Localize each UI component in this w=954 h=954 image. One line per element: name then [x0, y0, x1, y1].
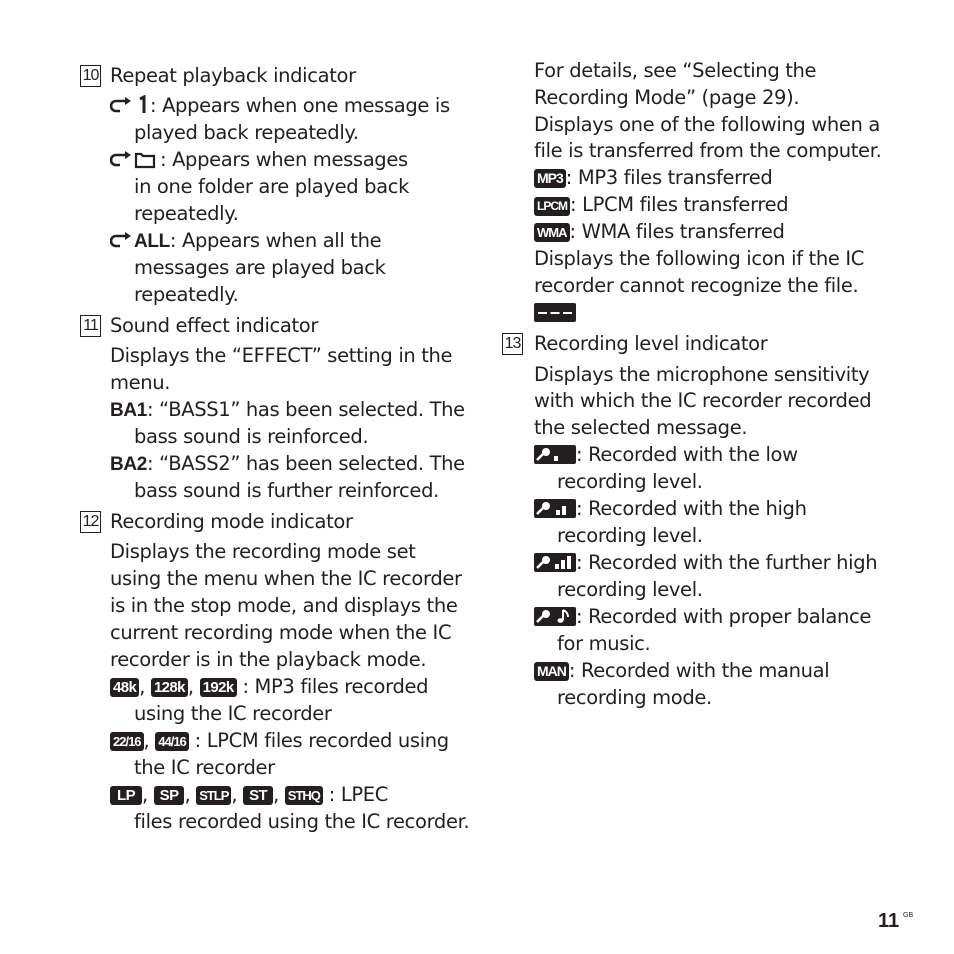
level-further-text-2: recording level. — [557, 578, 703, 601]
wma-transfer-entry — [534, 218, 785, 245]
lpcm-mode-text-2: the IC recorder — [134, 756, 275, 779]
item-number-10: 10 — [80, 65, 101, 87]
transfer-chip-lpcm: LPCM — [534, 197, 570, 216]
repeat-all-text: : Appears when all the — [169, 229, 382, 252]
mic-low-level-icon — [534, 445, 576, 464]
mode-chip-st: ST — [243, 786, 273, 805]
repeat-folder-text: : Appears when messages — [160, 148, 408, 171]
level-music-entry — [534, 603, 871, 630]
sound-effect-title: Sound effect indicator — [110, 314, 319, 337]
repeat-one-text: : Appears when one message is — [150, 94, 450, 117]
repeat-folder-icon — [110, 149, 160, 169]
recording-mode-desc-1: Displays the recording mode set — [110, 540, 416, 563]
unknown-file-icon — [534, 303, 576, 322]
mode-chip-sthq: STHQ — [285, 786, 323, 805]
bass2-text: : “BASS2” has been selected. The — [146, 452, 465, 475]
sound-effect-desc-1: Displays the “EFFECT” setting in the — [110, 344, 453, 367]
item-number-12: 12 — [80, 511, 101, 533]
unknown-file-desc-2: recorder cannot recognize the file. — [534, 274, 859, 297]
bass1-text: : “BASS1” has been selected. The — [146, 398, 465, 421]
unknown-file-desc-1: Displays the following icon if the IC — [534, 247, 865, 270]
recording-mode-continued-1: For details, see “Selecting the — [534, 59, 817, 82]
level-high-entry — [534, 495, 807, 522]
mp3-mode-text-2: using the IC recorder — [134, 702, 332, 725]
level-low-text: : Recorded with the low — [576, 443, 798, 466]
recording-level-desc-3: the selected message. — [534, 416, 748, 439]
mp3-transfer-entry — [534, 164, 772, 191]
recording-mode-continued-2: Recording Mode” (page 29). — [534, 86, 800, 109]
lpec-mode-text: : LPEC — [328, 783, 389, 806]
unknown-file-entry — [534, 302, 576, 329]
mode-chip-44-16: 44/16 — [155, 732, 189, 751]
recording-level-desc-1: Displays the microphone sensitivity — [534, 363, 870, 386]
bass2-icon: BA2 — [110, 454, 147, 475]
repeat-one-text-2: played back repeatedly. — [134, 121, 359, 144]
mic-further-high-level-icon — [534, 553, 576, 572]
recording-level-title: Recording level indicator — [534, 332, 768, 355]
sound-effect-desc-2: menu. — [110, 371, 171, 394]
level-low-text-2: recording level. — [557, 470, 703, 493]
level-further-entry — [534, 549, 877, 576]
recording-mode-desc-2: using the menu when the IC recorder — [110, 567, 462, 590]
mic-music-icon — [534, 607, 576, 626]
mic-high-level-icon — [534, 499, 576, 518]
level-low-entry — [534, 441, 798, 468]
mode-chip-128k: 128k — [151, 678, 188, 697]
repeat-all-text-2: messages are played back — [134, 256, 386, 279]
mp3-transfer-text: : MP3 files transferred — [565, 166, 773, 189]
mode-chip-lp: LP — [110, 786, 142, 805]
bass2-entry — [110, 450, 465, 478]
lpcm-transfer-text: : LPCM files transferred — [570, 193, 789, 216]
bass1-entry — [110, 396, 465, 424]
level-high-text-2: recording level. — [557, 524, 703, 547]
transfer-desc-1: Displays one of the following when a — [534, 113, 880, 136]
level-music-text: : Recorded with proper balance — [576, 605, 872, 628]
mode-chip-192k: 192k — [200, 678, 237, 697]
level-music-text-2: for music. — [557, 632, 651, 655]
all-glyph: ALL — [134, 231, 170, 252]
lpcm-transfer-entry — [534, 191, 788, 218]
repeat-all-entry — [110, 227, 381, 255]
lpec-mode-text-2: files recorded using the IC recorder. — [134, 810, 470, 833]
page-region: GB — [903, 912, 914, 919]
mode-chip-stlp: STLP — [196, 786, 231, 805]
mp3-mode-text: : MP3 files recorded — [242, 675, 429, 698]
repeat-folder-text-2: in one folder are played back — [134, 175, 410, 198]
bass1-text-2: bass sound is reinforced. — [134, 425, 369, 448]
repeat-one-entry — [110, 92, 450, 119]
recording-mode-desc-4: current recording mode when the IC — [110, 621, 452, 644]
wma-transfer-text: : WMA files transferred — [569, 220, 785, 243]
bass2-text-2: bass sound is further reinforced. — [134, 479, 439, 502]
transfer-chip-mp3: MP3 — [534, 169, 566, 188]
item-number-11: 11 — [80, 315, 101, 337]
recording-mode-desc-5: recorder is in the playback mode. — [110, 648, 427, 671]
lpcm-mode-text: : LPCM files recorded using — [194, 729, 449, 752]
level-manual-entry — [534, 657, 829, 684]
mode-chip-sp: SP — [154, 786, 185, 805]
mode-chip-22-16: 22/16 — [110, 732, 144, 751]
lpec-mode-entry: LP , SP , STLP , ST , STHQ : LPEC — [110, 781, 388, 808]
level-further-text: : Recorded with the further high — [576, 551, 878, 574]
transfer-chip-wma: WMA — [534, 223, 570, 242]
bass1-icon: BA1 — [110, 400, 147, 421]
recording-mode-title: Recording mode indicator — [110, 510, 353, 533]
page-number: 11 — [878, 910, 900, 932]
lpcm-mode-entry: 22/16 , 44/16 : LPCM files recorded using — [110, 727, 449, 754]
mode-chip-48k: 48k — [110, 678, 139, 697]
repeat-folder-entry — [110, 146, 408, 173]
transfer-desc-2: file is transferred from the computer. — [534, 139, 882, 162]
mp3-mode-entry: 48k , 128k , 192k : MP3 files recorded — [110, 673, 428, 700]
repeat-one-icon — [110, 95, 150, 115]
manual-mode-chip: MAN — [534, 662, 569, 681]
level-high-text: : Recorded with the high — [576, 497, 807, 520]
level-manual-text: : Recorded with the manual — [568, 659, 830, 682]
recording-level-desc-2: with which the IC recorder recorded — [534, 389, 872, 412]
repeat-folder-text-3: repeatedly. — [134, 202, 239, 225]
item-number-13: 13 — [502, 333, 523, 355]
level-manual-text-2: recording mode. — [557, 686, 712, 709]
repeat-all-text-3: repeatedly. — [134, 283, 239, 306]
recording-mode-desc-3: is in the stop mode, and displays the — [110, 594, 458, 617]
repeat-indicator-title: Repeat playback indicator — [110, 64, 356, 87]
repeat-all-icon — [110, 230, 134, 250]
